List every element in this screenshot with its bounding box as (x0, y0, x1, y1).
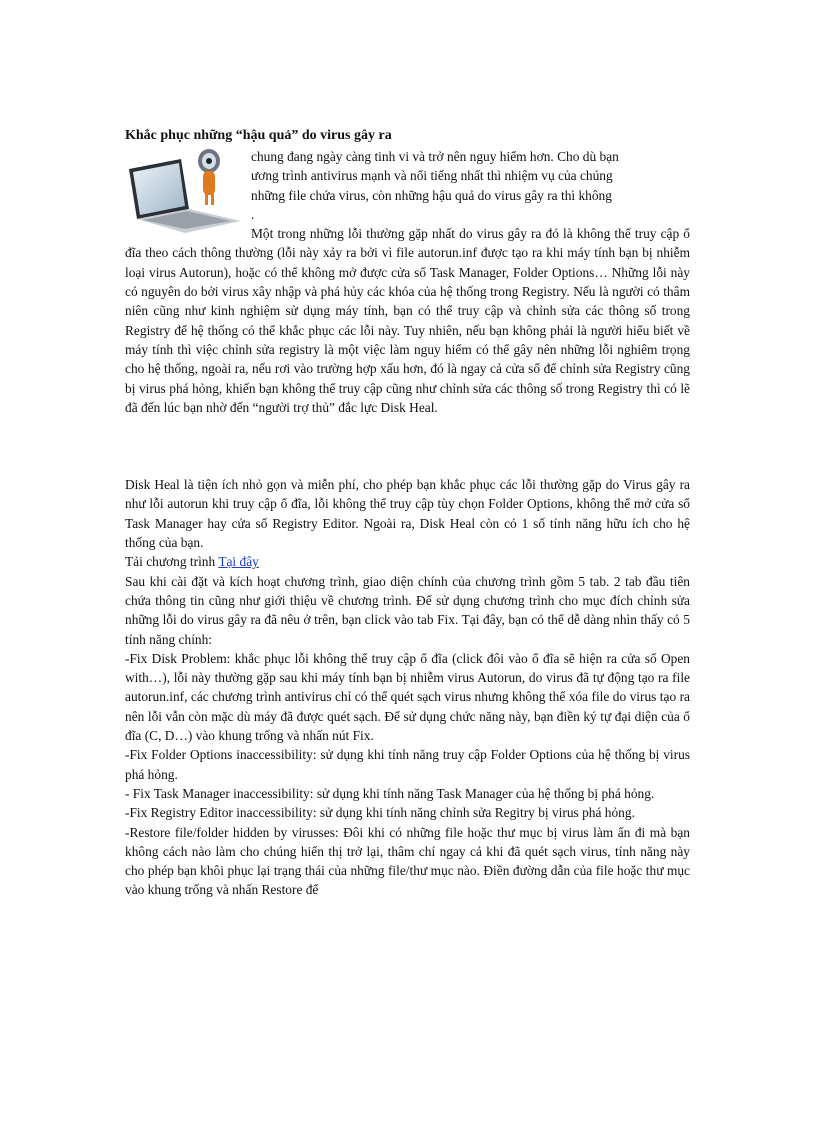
fix-task-manager: - Fix Task Manager inaccessibility: sử dụng khi tính năng Task Manager của hệ thống bị phá hỏng. (125, 785, 655, 801)
intro-line-2: ương trình antivirus mạnh và nổi tiếng nhất thì nhiệm vụ của chúng (251, 168, 613, 184)
restore-hidden-files: -Restore file/folder hidden by virusses: Đôi khi có những file hoặc thư mục bị virus làm ẩn đi mà bạn không cách nào làm cho chúng hiển thị trở lại, thâm chí ngay cả khi đã quét sạch virus, tính năng này cho phép bạn khôi phục lại trạng thái của những file/thư mục nào. Điền đường dẫn của file hoặc thư mục vào khung trống và nhấn Restore để (125, 824, 690, 898)
fix-disk-problem: -Fix Disk Problem: khắc phục lỗi không thể truy cập ổ đĩa (click đôi vào ổ đĩa sẽ hiện ra cửa sổ Open with…), lỗi này thường gặp sau khi máy tính bạn bị nhiễm virus Autorun, do virus đã tự động tạo ra file autorun.inf, các chương trình antivirus chỉ có thể quét sạch virus nhưng không thể xóa file do virus tạo ra nên lỗi vẫn còn mặc dù máy đã được quét sạch. Để sử dụng chức năng này, bạn điền ký tự đại diện của ổ đĩa (C, D…) vào khung trống và nhấn nút Fix. (125, 650, 690, 744)
intro-block (125, 147, 690, 224)
download-prefix: Tải chương trình (125, 554, 219, 570)
laptop-virus-illustration (123, 139, 245, 234)
spacer (125, 417, 690, 475)
fix-registry-editor: -Fix Registry Editor inaccessibility: sử dụng khi tính năng chỉnh sửa Regitry bị virus phá hỏng. (125, 805, 635, 821)
intro-line-1: chung đang ngày càng tinh vi và trở nên nguy hiểm hơn. Cho dù bạn (251, 149, 619, 164)
document-body (125, 127, 690, 900)
download-line (125, 552, 690, 571)
article-title: Khắc phục những “hậu quả” do virus gây ra (125, 128, 392, 143)
intro-line-4: . (251, 206, 255, 222)
paragraph-2: Disk Heal là tiện ích nhỏ gọn và miễn phí, cho phép bạn khắc phục các lỗi thường gặp do Virus gây ra như lỗi autorun khi truy cập ổ đĩa, lỗi không thể truy cập tùy chọn Folder Options, không thể mở cửa sổ Task Manager hay cửa sổ Registry Editor. Ngoài ra, Disk Heal còn có 1 số tính năng hữu ích cho hệ thống của bạn. (125, 477, 690, 551)
paragraph-3: Sau khi cài đặt và kích hoạt chương trình, giao diện chính của chương trình gồm 5 tab. 2 tab đầu tiên chứa thông tin cũng như giới thiệu về chương trình. Để sử dụng chương trình cho mục đích chỉnh sửa những lỗi do virus gây ra đã nêu ở trên, bạn click vào tab Fix. Tại đây, bạn có thể dễ dàng nhìn thấy có 5 tính năng chính: (125, 573, 690, 647)
intro-line-3: những file chứa virus, còn những hậu quả do virus gây ra thì không (251, 187, 612, 203)
fix-folder-options: -Fix Folder Options inaccessibility: sử dụng khi tính năng truy cập Folder Options của hệ thống bị virus phá hỏng. (125, 747, 690, 782)
download-link[interactable]: Tại đây (218, 554, 259, 570)
paragraph-1: Một trong những lỗi thường gặp nhất do virus gây ra đó là không thể truy cập ổ đĩa theo cách thông thường (lỗi này xảy ra bởi vì file autorun.inf được tạo ra khi máy tính bạn bị nhiễm loại virus Autorun), hoặc có thể không mở được cửa sổ Task Manager, Folder Options… Những lỗi này có nguyên do bởi virus xây nhập và phá hủy các khóa của hệ thống trong Registry. Nếu là người có thâm niên cũng như kinh nghiệm sử dụng máy tính, bạn có thể truy cập và chỉnh sửa các thông số trong Registry để hệ thống có thể khắc phục các lỗi này. Tuy nhiên, nếu bạn không phải là người hiểu biết về máy tính thì việc chỉnh sửa registry là một việc làm nguy hiểm có thể gây nên những lỗi nghiêm trọng cho hệ thống, ngoài ra, nếu rơi vào trường hợp xấu hơn, đó là ngay cả cửa sổ để chỉnh sửa Registry cũng bị virus phá hỏng, khiến bạn không thể truy cập cũng như chỉnh sửa các thông số trong Registry thì có lẽ đã đến lúc bạn nhờ đến “người trợ thủ” đắc lực Disk Heal. (125, 226, 690, 415)
